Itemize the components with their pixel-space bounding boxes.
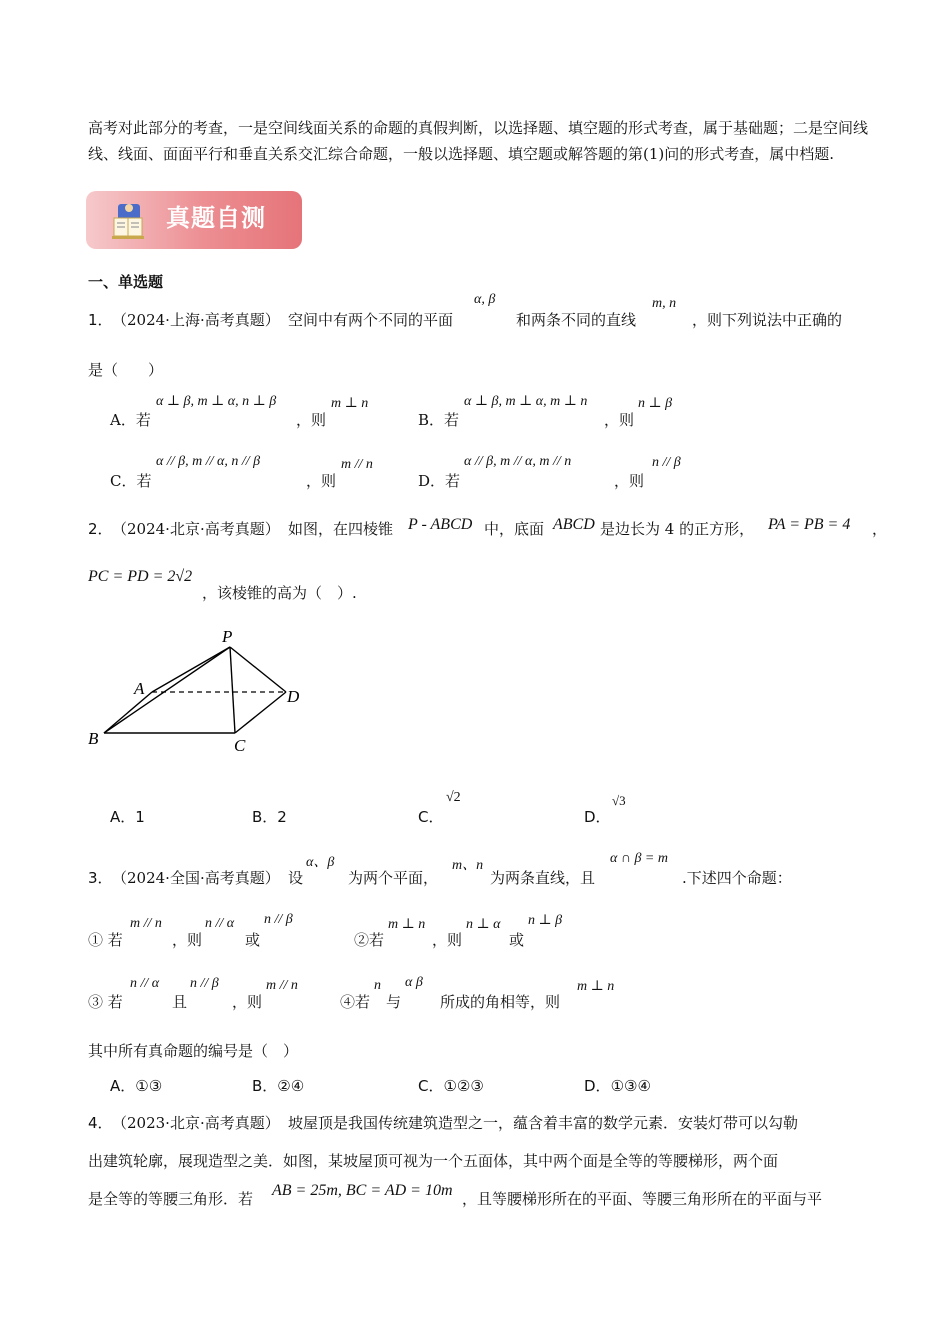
q1-number: 1． bbox=[88, 311, 113, 329]
q3-p1-prefix: ① 若 bbox=[88, 931, 123, 949]
q3-planes: α、β bbox=[306, 855, 335, 870]
q3-option-c-label: C． bbox=[418, 1077, 444, 1095]
q1-option-d-label: D．若 bbox=[418, 472, 461, 490]
q3-lines: m、n bbox=[452, 858, 484, 873]
q4-line3b: ，且等腰梯形所在的平面、等腰三角形所在的平面与平 bbox=[462, 1190, 823, 1208]
q2-text1: 如图，在四棱锥 bbox=[288, 520, 394, 538]
q1-option-b-cond: α ⊥ β, m ⊥ α, m ⊥ n bbox=[464, 394, 588, 409]
q3-p1-c: n // β bbox=[264, 912, 293, 927]
q2-option-b[interactable] bbox=[252, 806, 287, 827]
q3-text2: 为两个平面， bbox=[348, 869, 439, 887]
q4-eq: AB = 25m, BC = AD = 10m bbox=[272, 1182, 453, 1199]
q3-p3-prefix: ③ 若 bbox=[88, 993, 123, 1011]
q1-option-a-cond: α ⊥ β, m ⊥ α, n ⊥ β bbox=[156, 394, 277, 409]
q3-p3-c: m // n bbox=[266, 978, 298, 993]
q2-text3: 是边长为 4 的正方形， bbox=[600, 520, 755, 538]
q3-p3-and: 且 bbox=[172, 993, 188, 1011]
q2-text4: ，该棱锥的高为（ ）. bbox=[202, 584, 357, 602]
q2-option-c-value: √2 bbox=[446, 790, 461, 805]
q3-p3-b: n // β bbox=[190, 976, 219, 991]
q2-option-c-label: C． bbox=[418, 808, 444, 826]
q2-option-d-value: √3 bbox=[612, 793, 626, 808]
q3-option-b[interactable] bbox=[252, 1075, 304, 1096]
q2-option-d-label: D． bbox=[584, 808, 611, 826]
q3-p4-a: n bbox=[374, 978, 381, 993]
q1-option-a-label: A．若 bbox=[110, 411, 151, 429]
q1-option-c[interactable] bbox=[110, 470, 151, 491]
q2-option-d[interactable] bbox=[584, 806, 611, 827]
q4-source: （2023·北京·高考真题） bbox=[112, 1114, 280, 1132]
q4-line2: 出建筑轮廓，展现造型之美．如图，某坡屋顶可视为一个五面体，其中两个面是全等的等腰梯形，两个面 bbox=[88, 1152, 779, 1170]
q2-text2: 中，底面 bbox=[484, 520, 545, 538]
edge-pb bbox=[104, 647, 230, 733]
q3-intersect: α ∩ β = m bbox=[610, 851, 668, 866]
q3-number: 3． bbox=[88, 869, 113, 887]
q1-option-b-label: B．若 bbox=[418, 411, 460, 429]
q2-option-b-value: 2 bbox=[277, 808, 287, 826]
edge-pd bbox=[230, 647, 286, 692]
q2-eq1-end: ， bbox=[872, 520, 888, 538]
book-reader-icon bbox=[108, 200, 148, 242]
q1-text2: 和两条不同的直线 bbox=[516, 311, 637, 329]
q1-option-a-then: ，则 bbox=[296, 411, 327, 429]
q3-text4: .下述四个命题： bbox=[682, 869, 792, 887]
edge-pa bbox=[152, 647, 230, 692]
q3-option-b-label: B． bbox=[252, 1077, 278, 1095]
q3-p2-c: n ⊥ β bbox=[528, 913, 563, 928]
q3-source: （2024·全国·高考真题） bbox=[112, 869, 280, 887]
q1-option-b-then: ，则 bbox=[604, 411, 635, 429]
q2-source: （2024·北京·高考真题） bbox=[112, 520, 280, 538]
q1-option-a[interactable] bbox=[110, 409, 151, 430]
q1-option-c-label: C．若 bbox=[110, 472, 152, 490]
q3-option-a[interactable] bbox=[110, 1075, 162, 1096]
q3-option-c-value: ①②③ bbox=[443, 1077, 484, 1095]
q3-p4-text: 所成的角相等，则 bbox=[440, 993, 561, 1011]
q1-planes: α, β bbox=[474, 292, 496, 307]
q3-option-c[interactable] bbox=[418, 1075, 484, 1096]
q3-option-d[interactable] bbox=[584, 1075, 651, 1096]
q2-base: ABCD bbox=[553, 516, 595, 533]
label-a: A bbox=[134, 679, 145, 698]
q3-p4-b: α β bbox=[405, 975, 423, 990]
q3-p3-a: n // α bbox=[130, 976, 160, 991]
q1-option-d-cond: α // β, m // α, m // n bbox=[464, 454, 572, 469]
q3-p2-or: 或 bbox=[509, 931, 525, 949]
q2-option-a-label: A． bbox=[110, 808, 136, 826]
q4-line1: 坡屋顶是我国传统建筑造型之一，蕴含着丰富的数学元素．安装灯带可以勾勒 bbox=[288, 1114, 799, 1132]
q1-option-a-res: m ⊥ n bbox=[331, 396, 369, 411]
q3-p4-with: 与 bbox=[386, 993, 402, 1011]
q2-option-c[interactable] bbox=[418, 806, 443, 827]
q3-text3: 为两条直线，且 bbox=[490, 869, 596, 887]
q3-p1-b: n // α bbox=[205, 916, 235, 931]
q2-option-b-label: B． bbox=[252, 808, 278, 826]
label-c: C bbox=[234, 736, 246, 755]
q3-p1-a: m // n bbox=[130, 916, 162, 931]
q1-option-c-res: m // n bbox=[341, 457, 373, 472]
q1-source: （2024·上海·高考真题） bbox=[112, 311, 280, 329]
q3-p2-b: n ⊥ α bbox=[466, 917, 501, 932]
q1-option-c-cond: α // β, m // α, n // β bbox=[156, 454, 261, 469]
q2-eq1: PA = PB = 4 bbox=[768, 516, 851, 533]
q1-option-b-res: n ⊥ β bbox=[638, 396, 673, 411]
q3-question: 其中所有真命题的编号是（ ） bbox=[88, 1042, 299, 1060]
q3-option-d-label: D． bbox=[584, 1077, 611, 1095]
q3-option-a-label: A． bbox=[110, 1077, 136, 1095]
q3-p2-mid: ，则 bbox=[432, 931, 463, 949]
edge-cd bbox=[235, 692, 286, 733]
q2-option-a-value: 1 bbox=[135, 808, 145, 826]
q1-option-d-then: ，则 bbox=[614, 472, 645, 490]
q1-option-d-res: n // β bbox=[652, 455, 681, 470]
q3-p1-mid: ，则 bbox=[172, 931, 203, 949]
label-p: P bbox=[222, 627, 233, 646]
q2-pyramid: P - ABCD bbox=[408, 516, 473, 533]
q2-eq2: PC = PD = 2√2 bbox=[88, 568, 193, 585]
q3-p4-prefix: ④若 bbox=[340, 993, 371, 1011]
q3-p1-or: 或 bbox=[245, 931, 261, 949]
q3-option-d-value: ①③④ bbox=[610, 1077, 651, 1095]
banner-title: 真题自测 bbox=[166, 204, 266, 232]
q2-number: 2． bbox=[88, 520, 113, 538]
q1-option-b[interactable] bbox=[418, 409, 459, 430]
label-d: D bbox=[287, 687, 300, 706]
intro-paragraph: 高考对此部分的考查，一是空间线面关系的命题的真假判断，以选择题、填空题的形式考查，属于基础题；二是空间线线、线面、面面平行和垂直关系交汇综合命题，一般以选择题、填空题或解答题的第(1)问的形式考查，属中档题. bbox=[88, 119, 869, 163]
q3-option-a-value: ①③ bbox=[135, 1077, 163, 1095]
q3-p3-mid: ，则 bbox=[232, 993, 263, 1011]
q1-text1: 空间中有两个不同的平面 bbox=[288, 311, 454, 329]
q3-text1: 设 bbox=[288, 869, 304, 887]
label-b: B bbox=[88, 729, 99, 748]
q3-p4-c: m ⊥ n bbox=[577, 979, 615, 994]
q3-option-b-value: ②④ bbox=[277, 1077, 305, 1095]
q2-option-a[interactable] bbox=[110, 806, 145, 827]
q1-option-d[interactable] bbox=[418, 470, 460, 491]
pyramid-figure bbox=[80, 620, 320, 760]
q4-number: 4． bbox=[88, 1114, 113, 1132]
q1-text3: ，则下列说法中正确的 bbox=[692, 311, 843, 329]
q1-option-c-then: ，则 bbox=[306, 472, 337, 490]
section-heading: 一、单选题 bbox=[88, 273, 164, 291]
q4-line3a: 是全等的等腰三角形．若 bbox=[88, 1190, 254, 1208]
q1-text4: 是（ ） bbox=[88, 361, 164, 379]
edge-pc bbox=[230, 647, 235, 733]
q3-p2-a: m ⊥ n bbox=[388, 917, 426, 932]
q1-lines: m, n bbox=[652, 296, 677, 311]
q3-p2-prefix: ②若 bbox=[354, 931, 385, 949]
edge-ab bbox=[104, 692, 152, 733]
